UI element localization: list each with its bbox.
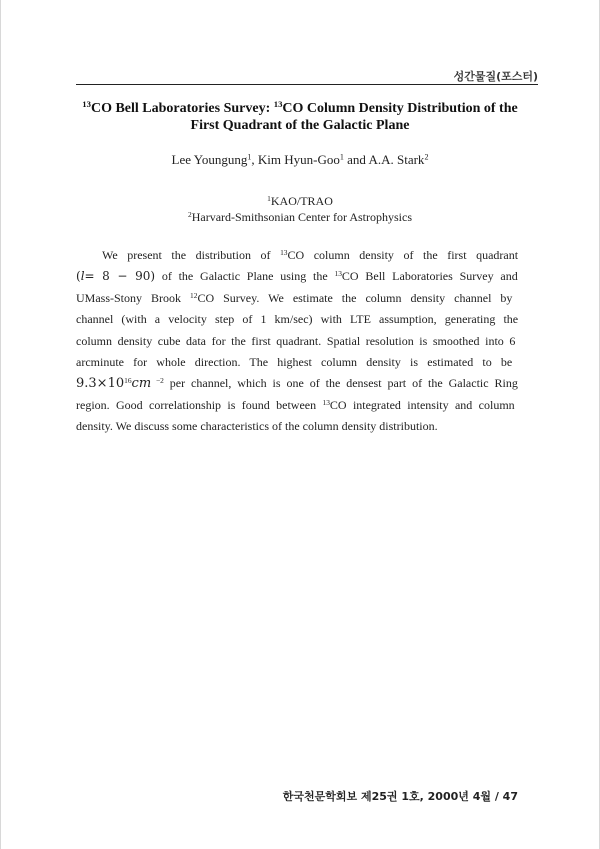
abstract-line-8 — [76, 395, 518, 416]
abstract-text: density. We discuss some characteristics of the column density distribution. — [76, 419, 438, 434]
abstract-fragment: region. Good correlationship is found between — [76, 397, 323, 412]
math-paren: ( — [76, 269, 81, 284]
math-unit: cm — [131, 376, 152, 392]
abstract-line-4 — [76, 309, 518, 330]
title-sup-1: 13 — [82, 99, 91, 110]
author-3-affil: 2 — [424, 152, 429, 162]
isotope-sup: 13 — [322, 397, 330, 407]
abstract-text — [76, 373, 518, 394]
math-range: = 8 − 90) — [84, 269, 156, 284]
abstract — [76, 245, 518, 438]
paper-title — [70, 100, 530, 134]
abstract-line-6 — [76, 352, 518, 373]
author-2-affil: 1 — [339, 152, 344, 162]
abstract-fragment: per channel, which is one of the densest part of the Galactic Ring — [163, 376, 518, 391]
abstract-line-5 — [76, 331, 518, 352]
affiliation-1 — [70, 194, 530, 209]
affiliation-1-sup: 1 — [267, 193, 271, 203]
math-unit-exponent: −2 — [151, 376, 164, 386]
abstract-line-1 — [76, 245, 518, 266]
abstract-line-7 — [76, 373, 518, 394]
abstract-text — [76, 266, 518, 287]
title-part-1: CO Bell Laboratories Survey: — [90, 101, 274, 116]
author-3: and A.A. Stark — [343, 152, 425, 167]
isotope-sup: 13 — [334, 269, 342, 279]
isotope-sup: 12 — [190, 290, 198, 300]
abstract-fragment: CO column density of the first quadrant — [287, 248, 519, 262]
abstract-fragment: of the Galactic Plane using the — [155, 269, 335, 284]
abstract-line-2 — [76, 266, 518, 287]
author-2: , Kim Hyun-Goo — [251, 152, 340, 167]
title-line-2: First Quadrant of the Galactic Plane — [190, 118, 410, 133]
affiliation-2-sup: 2 — [187, 209, 192, 219]
abstract-fragment: CO Survey. We estimate the column density channel by — [197, 290, 513, 305]
abstract-text — [76, 395, 515, 416]
affiliation-2-name: Harvard-Smithsonian Center for Astrophysics — [191, 210, 412, 224]
header-rule — [76, 84, 538, 85]
abstract-line-9 — [76, 416, 518, 437]
abstract-fragment: UMass-Stony Brook — [76, 290, 191, 305]
author-1: Lee Youngung — [171, 152, 248, 167]
isotope-sup: 13 — [280, 247, 288, 257]
title-line-1 — [70, 100, 530, 117]
abstract-fragment: CO integrated intensity and column — [329, 397, 515, 412]
title-part-2: CO Column Density Distribution of the — [282, 101, 518, 116]
journal-footer: 한국천문학회보 제25권 1호, 2000년 4월 / 47 — [282, 790, 518, 803]
abstract-text — [102, 245, 518, 266]
affiliation-2 — [70, 210, 530, 225]
abstract-text — [76, 288, 512, 309]
abstract-fragment: CO Bell Laboratories Survey and — [341, 269, 518, 284]
math-value: 9.3×10 — [76, 376, 125, 392]
abstract-text: channel (with a velocity step of 1 km/sec) with LTE assumption, generating the — [76, 312, 519, 327]
math-exponent: 16 — [124, 376, 132, 386]
math-longitude: l — [80, 269, 85, 284]
title-sup-2: 13 — [273, 99, 283, 110]
abstract-text: column density cube data for the first quadrant. Spatial resolution is smoothed into 6 — [76, 333, 516, 348]
abstract-line-3 — [76, 288, 518, 309]
author-list — [70, 152, 530, 168]
section-label: 성간물질(포스터) — [453, 70, 538, 83]
author-1-affil: 1 — [247, 152, 252, 162]
abstract-text: arcminute for whole direction. The highest column density is estimated to be — [76, 354, 513, 369]
abstract-fragment: We present the distribution of — [102, 248, 281, 262]
affiliation-1-name: KAO/TRAO — [270, 194, 333, 208]
